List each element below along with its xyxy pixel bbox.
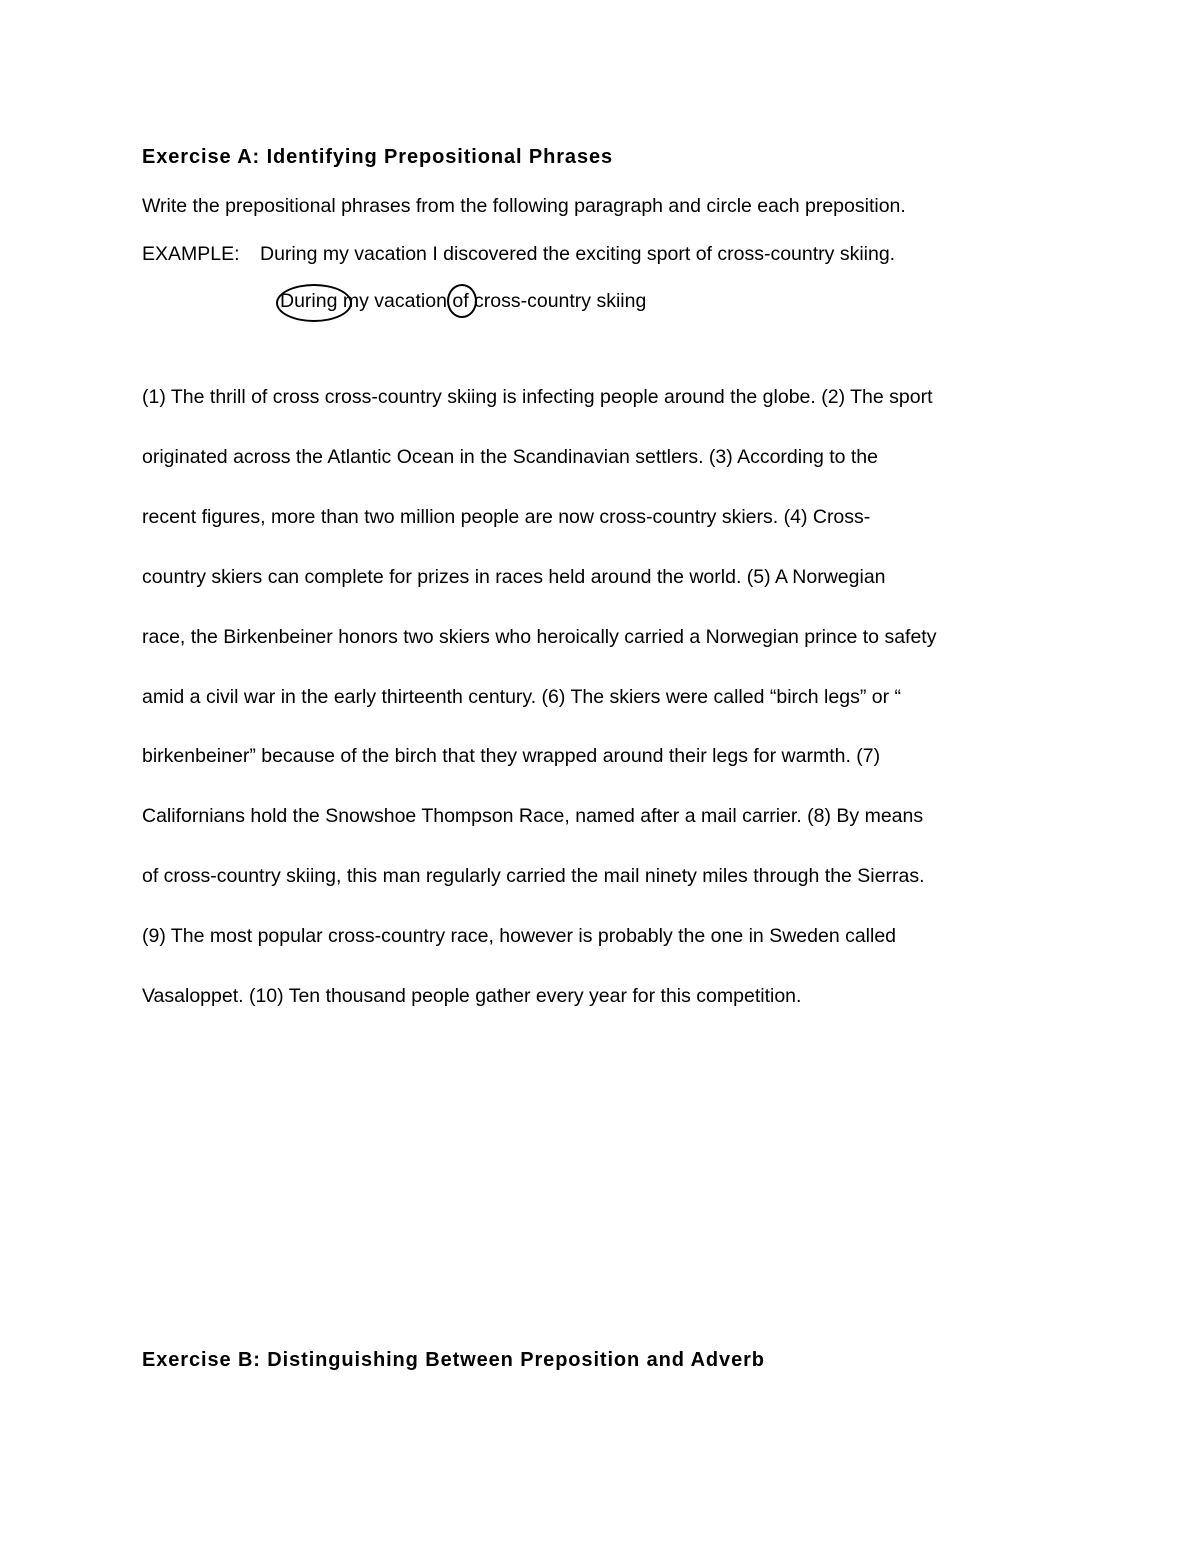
paragraph-line: race, the Birkenbeiner honors two skiers who heroically carried a Norwegian prince to safety (142, 626, 937, 648)
paragraph-line: (9) The most popular cross-country race, however is probably the one in Sweden called (142, 925, 897, 947)
example-line (142, 243, 895, 266)
example-word-of: of (452, 290, 469, 312)
paragraph-line: Vasaloppet. (10) Ten thousand people gather every year for this competition. (142, 985, 802, 1007)
paragraph-line: birkenbeiner” because of the birch that they wrapped around their legs for warmth. (7) (142, 745, 881, 767)
paragraph-line: of cross-country skiing, this man regularly carried the mail ninety miles through the Sierras. (142, 865, 925, 887)
example-text-1: my vacation (337, 290, 453, 312)
paragraph-line: amid a civil war in the early thirteenth century. (6) The skiers were called “birch legs” or “ (142, 686, 901, 708)
circled-preposition-during (280, 290, 337, 313)
example-label: EXAMPLE: (142, 243, 240, 265)
exercise-b-heading: Exercise B: Distinguishing Between Preposition and Adverb (142, 1349, 765, 1371)
example-sentence: During my vacation I discovered the exciting sport of cross-country skiing. (260, 243, 896, 265)
paragraph-line: country skiers can complete for prizes in races held around the world. (5) A Norwegian (142, 566, 886, 588)
example-answer (280, 290, 646, 313)
circled-preposition-of (452, 290, 468, 313)
example-word-during: During (280, 290, 338, 312)
paragraph-line: originated across the Atlantic Ocean in the Scandinavian settlers. (3) According to the (142, 446, 879, 468)
paragraph-line: (1) The thrill of cross cross-country skiing is infecting people around the globe. (2) The sport (142, 386, 933, 408)
example-text-2: cross-country skiing (468, 290, 647, 312)
paragraph-line: Californians hold the Snowshoe Thompson Race, named after a mail carrier. (8) By means (142, 805, 924, 827)
exercise-a-heading: Exercise A: Identifying Prepositional Phrases (142, 146, 614, 168)
exercise-a-instruction: Write the prepositional phrases from the following paragraph and circle each preposition. (142, 195, 906, 217)
paragraph-line: recent figures, more than two million people are now cross-country skiers. (4) Cross- (142, 506, 871, 528)
